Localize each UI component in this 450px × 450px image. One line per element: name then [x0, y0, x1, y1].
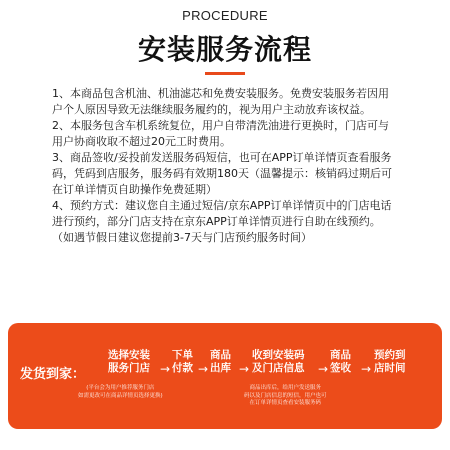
- rule-item: 3、商品签收/妥投前发送服务码短信，也可在APP订单详情页查看服务码，凭码到店服务，服务码有效期180天（温馨提示：核销码过期后可在订单详情页自助操作免费延期）: [52, 151, 392, 196]
- process-flow-banner: [8, 323, 442, 429]
- arrow-right-icon: →: [318, 362, 329, 376]
- flow-step-line: 出库: [210, 362, 231, 374]
- title-underline: [205, 72, 245, 75]
- flow-step-line: 签收: [330, 362, 351, 374]
- flow-step-line: 收到安装码: [252, 349, 305, 361]
- flow-step-choose-store: [108, 349, 150, 375]
- flow-step-line: 付款: [172, 362, 193, 374]
- flow-note-code-sms: [244, 385, 327, 408]
- rule-item: 1、本商品包含机油、机油滤芯和免费安装服务。免费安装服务若因用户个人原因导致无法继续服务履约的，视为用户主动放弃该权益。: [52, 87, 389, 116]
- flow-step-line: 商品: [330, 349, 351, 361]
- arrow-right-icon: →: [160, 362, 171, 376]
- flow-note-line: 商品出库后，给用户发送服务: [249, 385, 322, 391]
- rule-item: 4、预约方式：建议您自主通过短信/京东APP订单详情页中的门店电话进行预约，部分门店支持在京东APP订单详情页进行自助在线预约。（如遇节假日建议您提前3-7天与门店预约服务时间）: [52, 199, 392, 244]
- flow-note-line: 码以及门店信息的短信，用户也可: [244, 392, 327, 399]
- procedure-eyebrow: PROCEDURE: [182, 8, 268, 23]
- flow-step-sign-for: [330, 349, 351, 375]
- flow-note-line: 在订单详情页查看安装服务码: [249, 400, 322, 406]
- flow-note-store-recommendation: [78, 385, 163, 400]
- page-title: 安装服务流程: [137, 33, 312, 66]
- flow-step-line: 店时间: [374, 362, 406, 374]
- arrow-right-icon: →: [198, 362, 209, 376]
- rule-item: 2、本服务包含车机系统复位，用户自带清洗油进行更换时，门店可与用户协商收取不超过20元工时费用。: [52, 119, 389, 148]
- flow-step-book-time: [374, 349, 406, 375]
- arrow-right-icon: →: [361, 362, 372, 376]
- flow-lead-label: 发货到家：: [20, 367, 86, 382]
- flow-step-line: 下单: [172, 349, 193, 361]
- service-rules: [52, 86, 392, 246]
- flow-step-dispatch: [210, 349, 231, 375]
- flow-step-line: 及门店信息: [252, 362, 305, 374]
- flow-step-line: 商品: [210, 349, 231, 361]
- flow-note-line: 如需更改可在商品详情页选择更换): [78, 392, 163, 399]
- flow-step-receive-code: [252, 349, 305, 375]
- flow-step-line: 选择安装: [108, 349, 150, 361]
- flow-step-line: 服务门店: [108, 362, 150, 374]
- arrow-right-icon: →: [239, 362, 250, 376]
- flow-note-line: (平台会为用户推荐服务门店: [86, 385, 155, 391]
- flow-step-line: 预约到: [374, 349, 406, 361]
- flow-step-order-pay: [172, 349, 193, 375]
